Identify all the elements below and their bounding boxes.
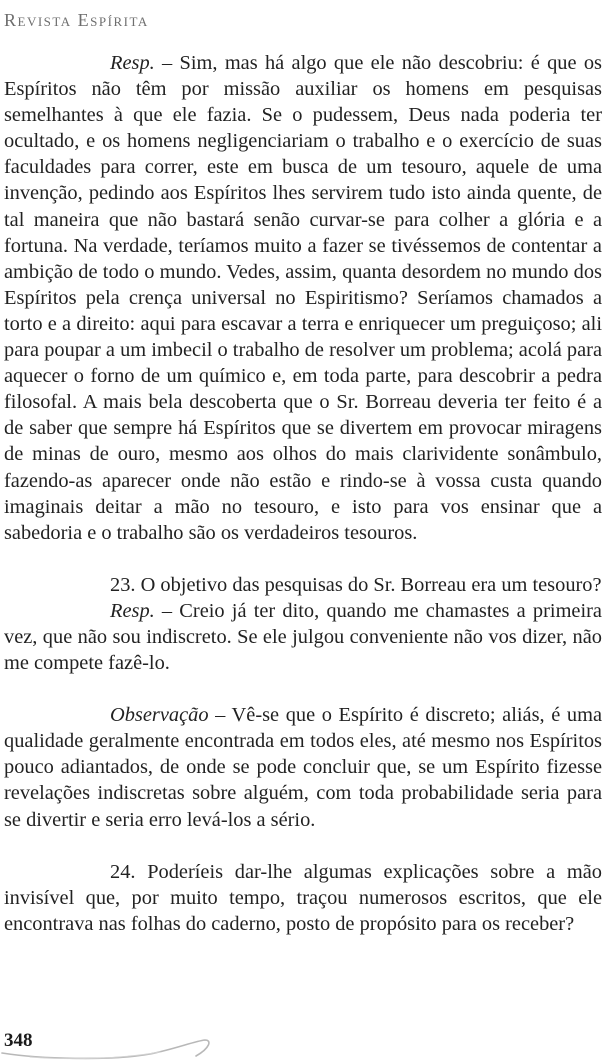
paragraph-resp-1 [4,50,602,546]
paragraph-lead-resp: Resp. [110,52,155,74]
page-footer [0,1026,240,1062]
paragraph-resp-2 [4,598,602,676]
paragraph-lead-observacao: Observação [110,704,209,727]
paragraph-lead-resp: Resp. [110,599,155,622]
paragraph-question-24 [4,859,602,937]
page-number: 348 [4,1030,33,1051]
paragraph-text: 24. Poderíeis dar-lhe algumas explicações sobre a mão invisível que, por muito tempo, traçou numerosos escritos, que ele encontrava nas folhas do caderno, posto de propósito para os receber? [4,860,602,935]
paragraph-text: 23. O objetivo das pesquisas do Sr. Borreau era um tesouro? [110,573,602,596]
paragraph-text: – Sim, mas há algo que ele não descobriu: é que os Espíritos não têm por missão auxiliar os homens em pesquisas semelhantes à que ele fazia. Se o pudessem, Deus nada poderia ter ocultado, e os homens negligenciariam o trabalho e o exercício de suas faculdades para correr, este em busca de um tesouro, aquele de uma invenção, pedindo aos Espíritos lhes servirem tudo isto ainda quente, de tal maneira que não bastará senão curvar-se para colher a glória e a fortuna. Na verdade, teríamos muito a fazer se tivéssemos de contentar a ambição de todo o mundo. Vedes, assim, quanta desordem no mundo dos Espíritos pela crença universal no Espiritismo? Seríamos chamados a torto e a direito: aqui para escavar a terra e enriquecer um preguiçoso; ali para poupar a um imbecil o trabalho de resolver um problema; acolá para aquecer o forno de um químico e, em toda parte, para descobrir a pedra filosofal. A mais bela descoberta que o Sr. Borreau deveria ter feito é a de saber que sempre há Espíritos que se divertem em provocar miragens de minas de ouro, mesmo aos olhos do mais clarividente sonâmbulo, fazendo-as aparecer onde não estão e rindo-se à vossa custa quando imaginais deitar a mão no tesouro, e isto para vos ensinar que a sabedoria e o trabalho são os verdadeiros tesouros. [4,52,602,544]
paragraph-text: – Creio já ter dito, quando me chamastes a primeira vez, que não sou indiscreto. Se ele julgou conveniente não vos dizer, não me compete fazê-lo. [4,599,602,675]
paragraph-question-23 [4,572,602,598]
page-body [4,50,602,937]
paragraph-text: – Vê-se que o Espírito é discreto; aliás, é uma qualidade geralmente encontrada em todos eles, até mesmo nos Espíritos pouco adiantados, de onde se pode concluir que, se um Espírito fizesse revelações indiscretas sobre alguém, com toda probabilidade seria para se divertir e seria erro levá-los a sério. [4,704,602,831]
page-swoosh-ornament [0,1026,240,1062]
running-head-title: Revista Espírita [4,10,149,30]
paragraph-observacao [4,702,602,832]
